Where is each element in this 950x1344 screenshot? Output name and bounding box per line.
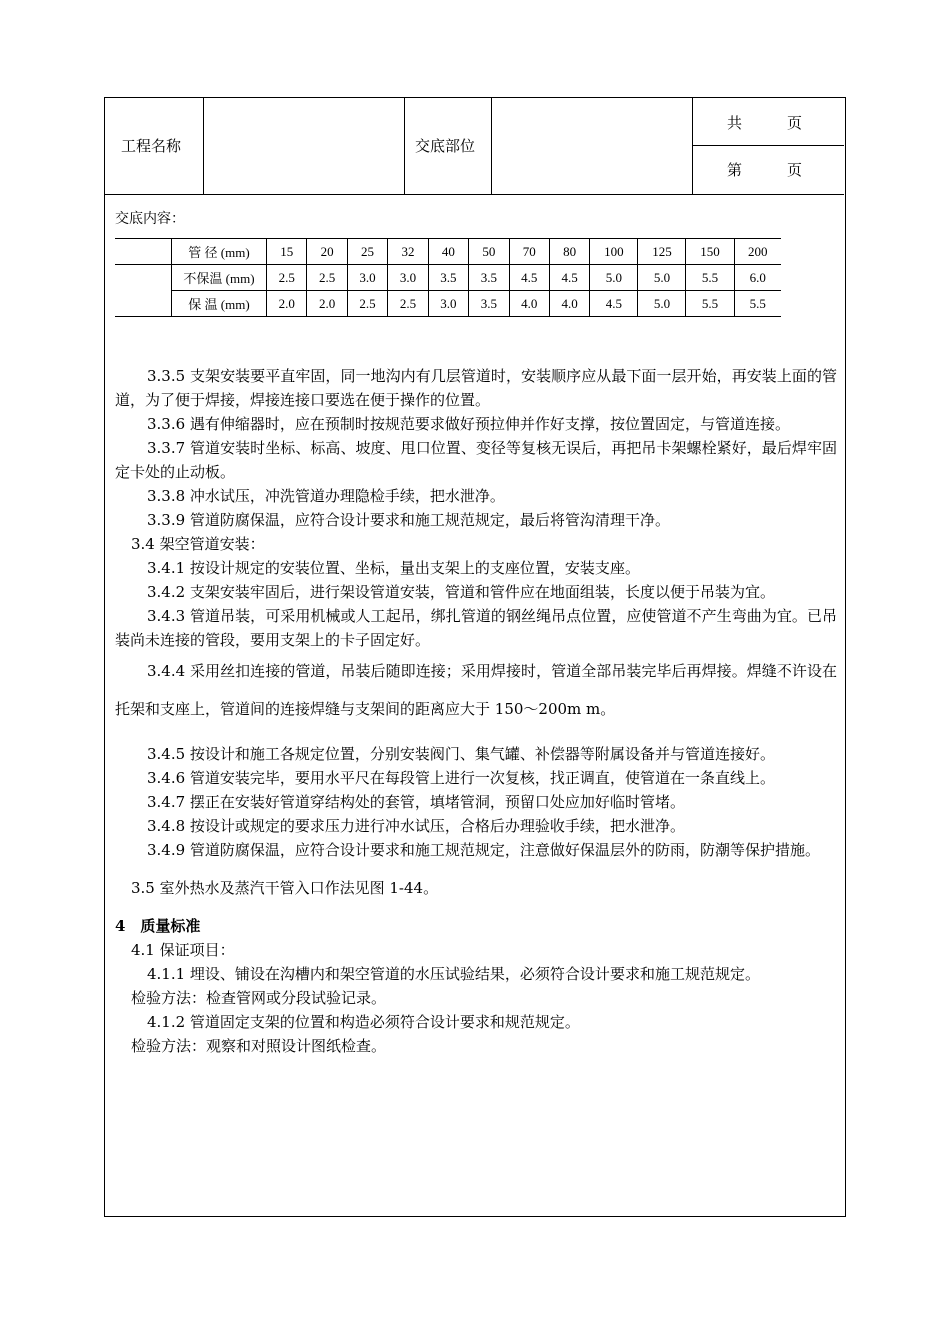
document-frame (104, 97, 846, 1217)
spec-cell: 3.5 (428, 265, 468, 291)
spec-cell: 2.5 (347, 291, 387, 317)
paragraph: 3.3.7 管道安装时坐标、标高、坡度、甩口位置、变径等复核无误后，再把吊卡架螺栓紧好，最后焊牢固定卡处的止动板。 (115, 439, 837, 481)
header-divider (692, 145, 844, 146)
spec-cell: 80 (549, 239, 589, 265)
pipe-spec-table (115, 238, 781, 317)
paragraph: 3.4.8 按设计或规定的要求压力进行冲水试压，合格后办理验收手续，把水泄净。 (147, 817, 685, 835)
spec-row (115, 265, 781, 291)
spec-cell: 3.0 (347, 265, 387, 291)
spec-row-label: 管 径 (mm) (172, 239, 267, 265)
body-text (115, 364, 837, 1058)
paragraph: 4.1.2 管道固定支架的位置和构造必须符合设计要求和规范规定。 (147, 1013, 580, 1031)
header-table (105, 98, 844, 195)
content-label: 交底内容： (115, 211, 185, 227)
spec-cell: 3.0 (388, 265, 428, 291)
spec-cell: 3.0 (428, 291, 468, 317)
spec-cell: 125 (638, 239, 686, 265)
spec-cell: 2.5 (388, 291, 428, 317)
paragraph: 3.4.6 管道安装完毕，要用水平尺在每段管上进行一次复核，找正调直，使管道在一条直线上。 (147, 769, 775, 787)
paragraph: 3.3.8 冲水试压，冲洗管道办理隐检手续，把水泄净。 (147, 487, 505, 505)
paragraph: 3.4.3 管道吊装，可采用机械或人工起吊，绑扎管道的钢丝绳吊点位置，应使管道不产生弯曲为宜。已吊装尚未连接的管段，要用支架上的卡子固定好。 (115, 607, 837, 649)
spec-cell: 5.0 (638, 291, 686, 317)
part-label: 交底部位 (415, 137, 476, 155)
page-number-label: 第 页 (727, 161, 803, 179)
spec-cell: 50 (469, 239, 509, 265)
total-pages-label: 共 页 (727, 114, 803, 132)
spec-cell: 2.0 (307, 291, 347, 317)
section-heading: 3.4 架空管道安装： (131, 535, 265, 553)
spec-cell: 4.5 (590, 291, 638, 317)
spec-row (115, 291, 781, 317)
spec-blank-cell (115, 265, 172, 291)
spec-cell: 25 (347, 239, 387, 265)
spec-cell: 3.5 (469, 291, 509, 317)
paragraph: 3.4.5 按设计和施工各规定位置，分别安装阀门、集气罐、补偿器等附属设备并与管道连接好。 (147, 745, 775, 763)
spec-cell: 20 (307, 239, 347, 265)
spec-cell: 4.5 (549, 265, 589, 291)
spec-row (115, 239, 781, 265)
paragraph: 3.4.1 按设计规定的安装位置、坐标，量出支架上的支座位置，安装支座。 (147, 559, 640, 577)
paragraph: 3.3.9 管道防腐保温，应符合设计要求和施工规范规定，最后将管沟清理干净。 (147, 511, 670, 529)
header-divider (203, 98, 204, 194)
section-heading: 4.1 保证项目： (131, 941, 235, 959)
paragraph: 检验方法：观察和对照设计图纸检查。 (131, 1037, 387, 1055)
spec-cell: 15 (267, 239, 307, 265)
paragraph: 3.4.7 摆正在安装好管道穿结构处的套管，填堵管洞，预留口处应加好临时管堵。 (147, 793, 685, 811)
paragraph: 检验方法：检查管网或分段试验记录。 (131, 989, 387, 1007)
spec-cell: 100 (590, 239, 638, 265)
spec-row-label: 不保温 (mm) (172, 265, 267, 291)
spec-cell: 5.5 (734, 291, 781, 317)
section-heading: 3.5 室外热水及蒸汽干管入口作法见图 1-44。 (131, 879, 439, 897)
spec-blank-cell (115, 291, 172, 317)
spec-cell: 5.0 (590, 265, 638, 291)
spec-cell: 4.0 (509, 291, 549, 317)
paragraph: 3.4.2 支架安装牢固后，进行架设管道安装，管道和管件应在地面组装，长度以便于吊装为宜。 (147, 583, 775, 601)
spec-blank-cell (115, 239, 172, 265)
spec-cell: 5.5 (686, 291, 734, 317)
part-field[interactable] (497, 106, 687, 186)
spec-row-label: 保 温 (mm) (172, 291, 267, 317)
header-divider (692, 98, 693, 194)
spec-cell: 150 (686, 239, 734, 265)
spec-cell: 4.5 (509, 265, 549, 291)
spec-cell: 2.5 (307, 265, 347, 291)
header-divider (491, 98, 492, 194)
spec-cell: 5.5 (686, 265, 734, 291)
paragraph: 3.3.5 支架安装要平直牢固，同一地沟内有几层管道时，安装顺序应从最下面一层开始，再安装上面的管道，为了便于焊接，焊接连接口要选在便于操作的位置。 (115, 367, 837, 409)
header-divider (404, 98, 405, 194)
spec-cell: 40 (428, 239, 468, 265)
spec-cell: 4.0 (549, 291, 589, 317)
spec-cell: 6.0 (734, 265, 781, 291)
spec-cell: 3.5 (469, 265, 509, 291)
project-name-field[interactable] (209, 106, 399, 186)
section-heading: 4 质量标准 (115, 917, 201, 935)
spec-cell: 32 (388, 239, 428, 265)
paragraph: 3.3.6 遇有伸缩器时，应在预制时按规范要求做好预拉伸并作好支撑，按位置固定，与管道连接。 (147, 415, 790, 433)
spec-cell: 2.0 (267, 291, 307, 317)
spec-cell: 5.0 (638, 265, 686, 291)
project-name-label: 工程名称 (121, 137, 182, 155)
paragraph: 3.4.9 管道防腐保温，应符合设计要求和施工规范规定，注意做好保温层外的防雨，防潮等保护措施。 (147, 841, 820, 859)
spec-cell: 200 (734, 239, 781, 265)
paragraph: 3.4.4 采用丝扣连接的管道，吊装后随即连接；采用焊接时，管道全部吊装完毕后再焊接。焊缝不许设在托架和支座上，管道间的连接焊缝与支架间的距离应大于 150～200m m。 (115, 662, 837, 718)
paragraph: 4.1.1 埋设、铺设在沟槽内和架空管道的水压试验结果，必须符合设计要求和施工规范规定。 (147, 965, 760, 983)
spec-cell: 70 (509, 239, 549, 265)
spec-cell: 2.5 (267, 265, 307, 291)
